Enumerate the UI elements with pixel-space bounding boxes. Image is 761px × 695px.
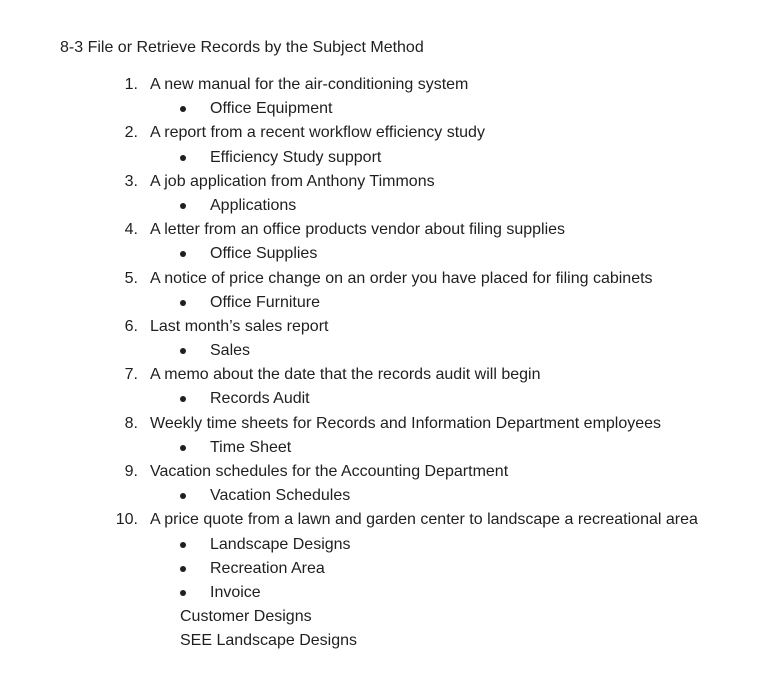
document-title: 8-3 File or Retrieve Records by the Subject Method [60,39,424,56]
bullet-icon [180,566,186,572]
item-text: A notice of price change on an order you have placed for filing cabinets [150,269,653,287]
item-number: 7. [124,366,138,384]
subject-text: Office Equipment [210,100,333,118]
cross-reference-text: SEE Landscape Designs [180,632,357,650]
item-text: Last month’s sales report [150,317,329,335]
subject-text: Recreation Area [210,559,325,577]
item-number: 9. [124,463,138,480]
item-text: Weekly time sheets for Records and Information Department employees [150,414,662,432]
item-number: 5. [124,269,138,287]
bullet-icon [180,348,186,354]
bullet-icon [180,396,186,402]
bullet-icon [180,251,186,257]
item-text: A job application from Anthony Timmons [150,172,435,190]
item-text: A memo about the date that the records audit will begin [150,366,541,384]
item-text: A new manual for the air-conditioning system [150,76,469,93]
bullet-icon [180,300,186,306]
bullet-icon [180,203,186,209]
item-number: 3. [124,172,138,190]
subject-text: Records Audit [210,390,310,408]
subject-text: Time Sheet [210,438,292,456]
bullet-icon [180,445,186,451]
item-number: 2. [124,124,138,142]
item-number: 4. [124,221,138,239]
item-number: 6. [124,317,138,335]
subject-text: Office Supplies [210,245,318,263]
item-text: Vacation schedules for the Accounting Department [150,463,509,480]
bullet-icon [180,590,186,596]
item-text: A report from a recent workflow efficiency study [150,124,485,142]
subject-text: Efficiency Study support [210,148,382,166]
subject-text: Invoice [210,583,261,601]
bullet-icon [180,155,186,161]
cross-reference-text: Customer Designs [180,608,312,626]
subject-text: Applications [210,196,297,214]
subject-text: Landscape Designs [210,535,351,553]
subject-text: Sales [210,342,251,360]
subject-text: Vacation Schedules [210,487,351,505]
item-number: 8. [124,414,138,432]
item-text: A price quote from a lawn and garden center to landscape a recreational area [150,511,698,529]
item-text: A letter from an office products vendor about filing supplies [150,221,566,239]
item-number: 1. [124,76,138,93]
bullet-icon [180,542,186,548]
bullet-icon [180,493,186,499]
subject-text: Office Furniture [210,293,320,311]
bullet-icon [180,106,186,112]
item-number: 10. [115,511,138,529]
